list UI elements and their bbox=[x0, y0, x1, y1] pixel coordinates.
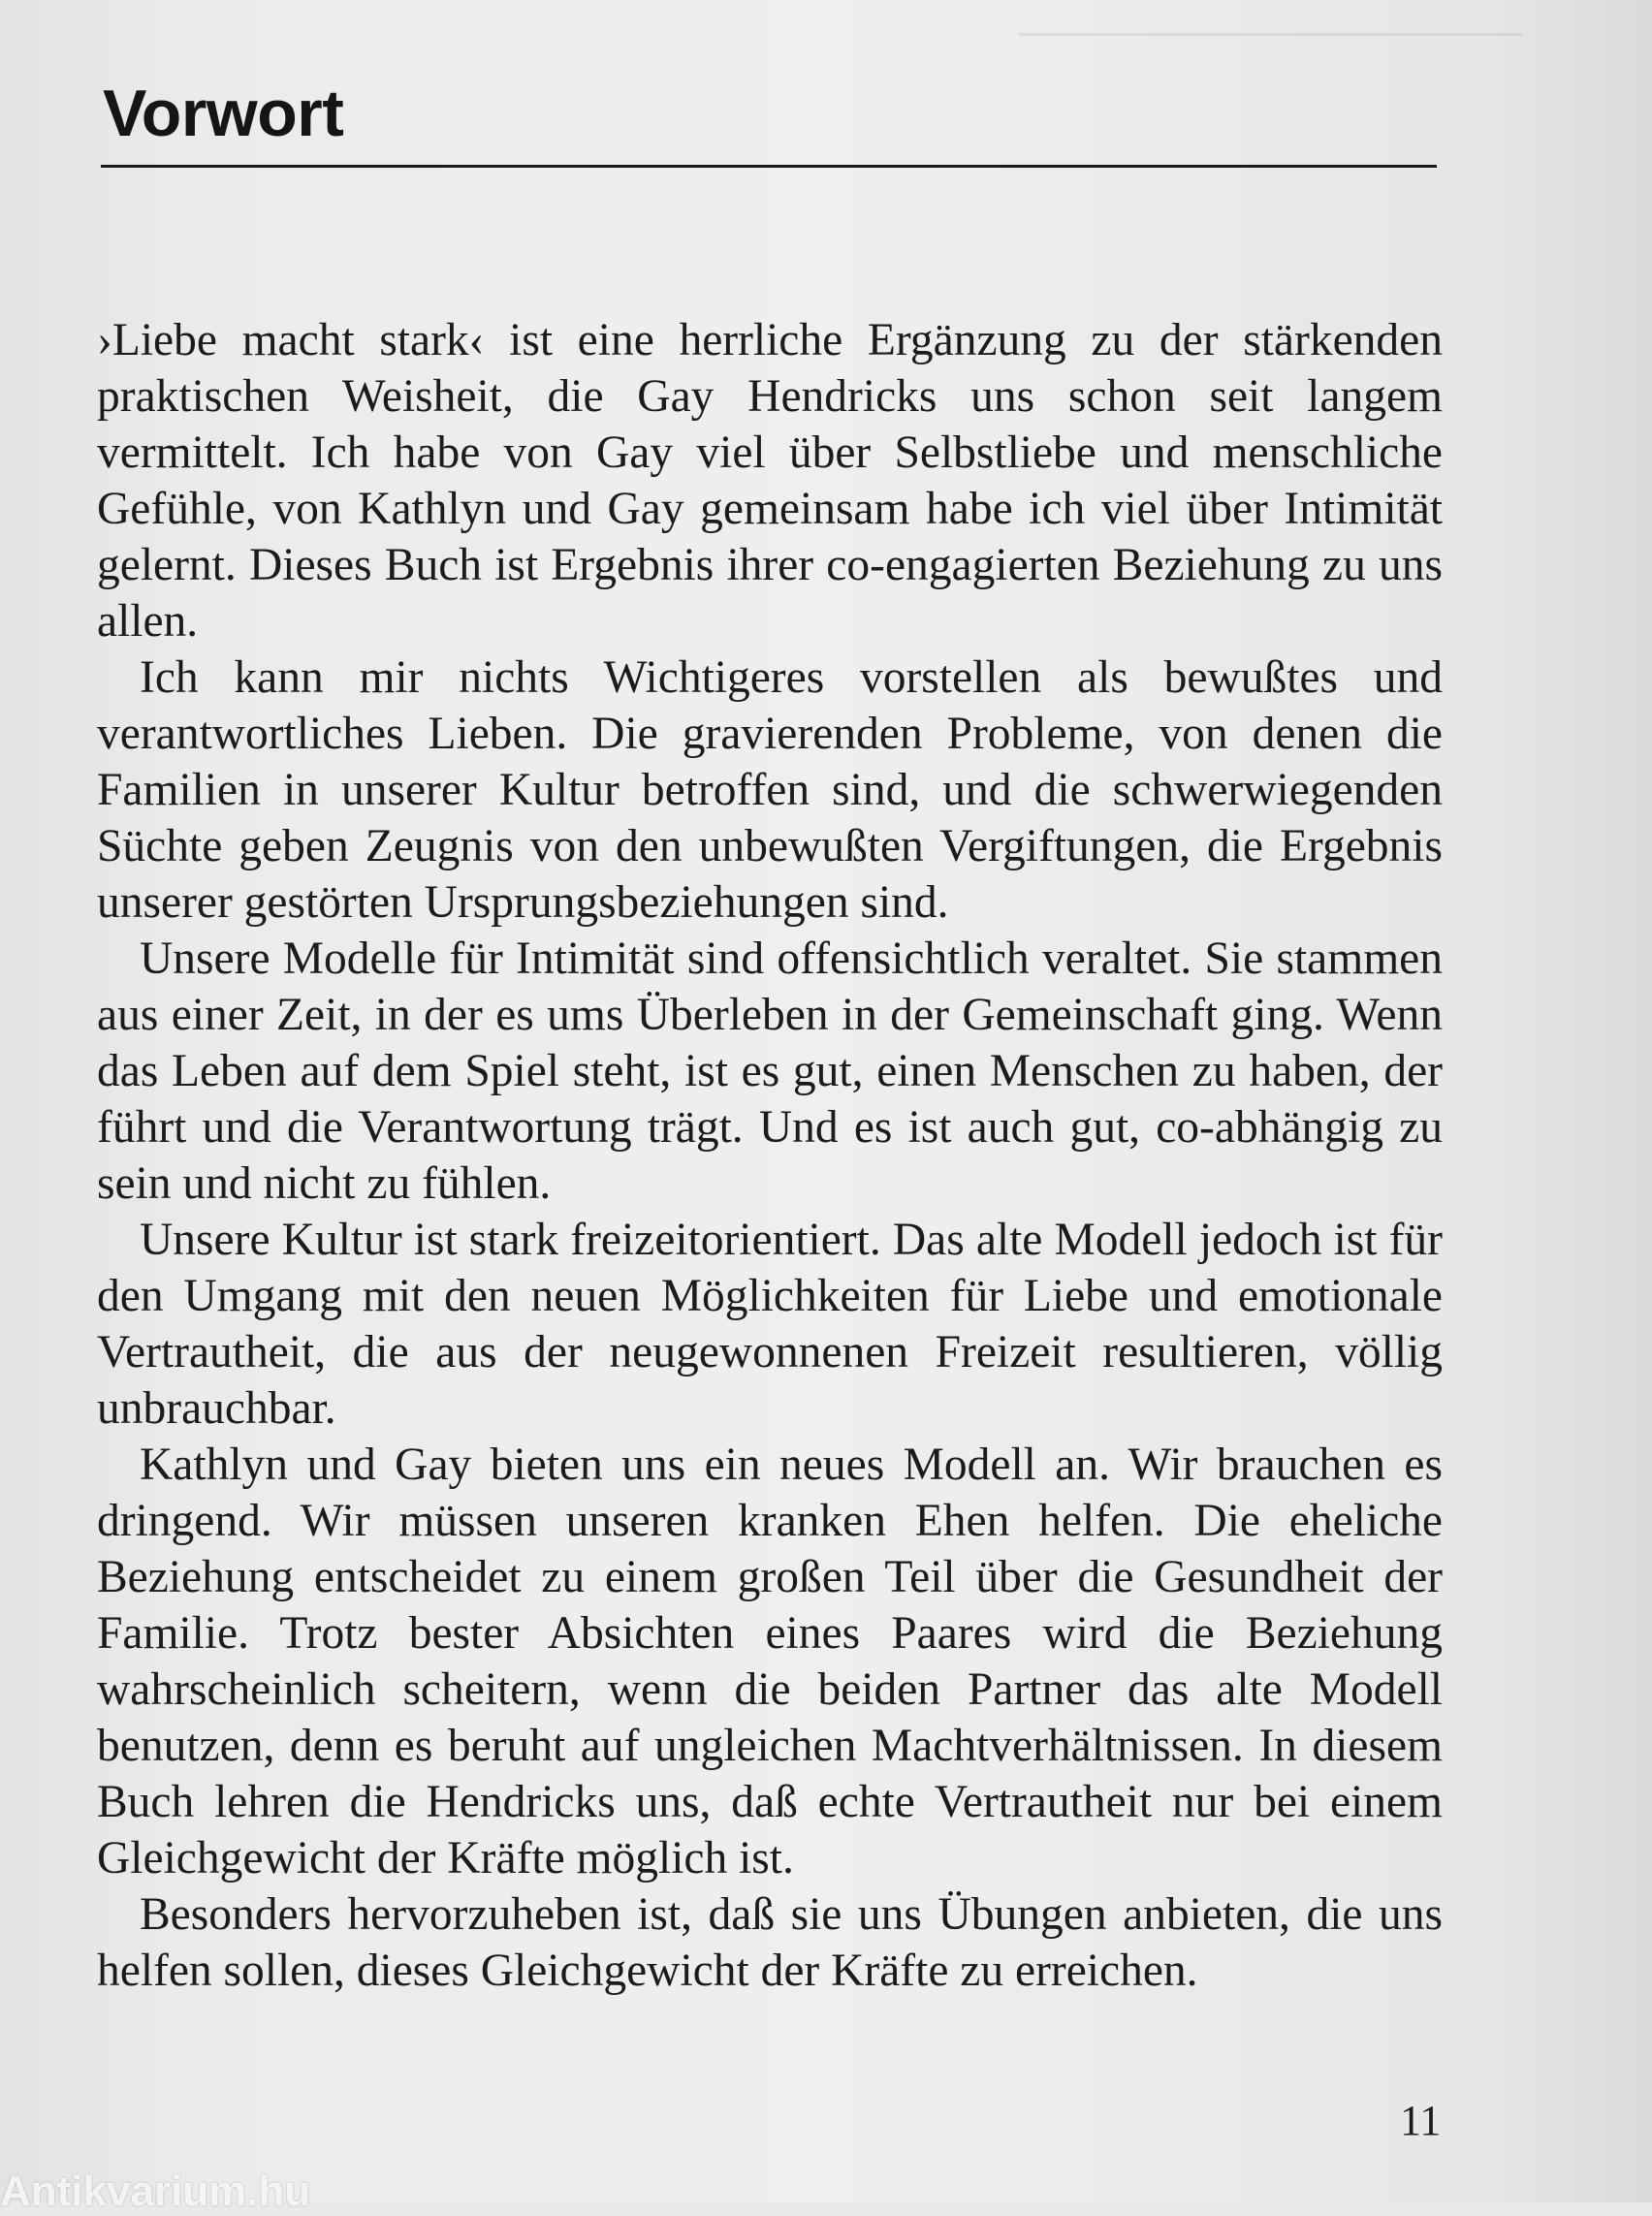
watermark: Antikvarium.hu bbox=[0, 2168, 311, 2215]
paragraph-6: Besonders hervorzuheben ist, daß sie uns Übungen anbieten, die uns helfen sollen, dieses Gleichgewicht der Kräfte zu erreichen. bbox=[97, 1889, 1443, 1996]
paragraph-3: Unsere Modelle für Intimität sind offensichtlich veraltet. Sie stammen aus einer Zeit, in der es ums Überleben in der Gemeinschaft ging. Wenn das Leben auf dem Spiel steht, ist es gut, einen Menschen zu haben, der führt und die Verantwortung trägt. Und es ist auch gut, co-abhängig zu sein und nicht zu fühlen. bbox=[97, 934, 1443, 1209]
title-divider bbox=[101, 165, 1437, 168]
paragraph-1: ›Liebe macht stark‹ ist eine herrliche Ergänzung zu der stärkenden praktischen Weisheit, die Gay Hendricks uns schon seit langem vermittelt. Ich habe von Gay viel über Selbstliebe und menschliche Gefühle, von Kathlyn und Gay gemeinsam habe ich viel über Intimität gelernt. Dieses Buch ist Ergebnis ihrer co-engagierten Beziehung zu uns allen. bbox=[97, 315, 1443, 647]
foreword-body bbox=[97, 312, 1443, 1999]
paragraph-4: Unsere Kultur ist stark freizeitorientiert. Das alte Modell jedoch ist für den Umgang mit den neuen Möglichkeiten für Liebe und emotionale Vertrautheit, die aus der neugewonnenen Freizeit resultieren, völlig unbrauchbar. bbox=[97, 1215, 1443, 1434]
page-number: 11 bbox=[1400, 2097, 1442, 2144]
paragraph-2: Ich kann mir nichts Wichtigeres vorstellen als bewußtes und verantwortliches Lieben. Die gravierenden Probleme, von denen die Familien in unserer Kultur betroffen sind, und die schwerwiegenden Süchte geben Zeugnis von den unbewußten Vergiftungen, die Ergebnis unserer gestörten Ursprungsbeziehungen sind. bbox=[97, 652, 1443, 928]
page-title: Vorwort bbox=[103, 77, 344, 150]
paragraph-5: Kathlyn und Gay bieten uns ein neues Modell an. Wir brauchen es dringend. Wir müssen unseren kranken Ehen helfen. Die eheliche Beziehung entscheidet zu einem großen Teil über die Gesundheit der Familie. Trotz bester Absichten eines Paares wird die Beziehung wahrscheinlich scheitern, wenn die beiden Partner das alte Modell benutzen, denn es beruht auf ungleichen Machtverhältnissen. In diesem Buch lehren die Hendricks uns, daß echte Vertrautheit nur bei einem Gleichgewicht der Kräfte möglich ist. bbox=[97, 1440, 1443, 1884]
bleed-through-text bbox=[1018, 0, 1600, 36]
